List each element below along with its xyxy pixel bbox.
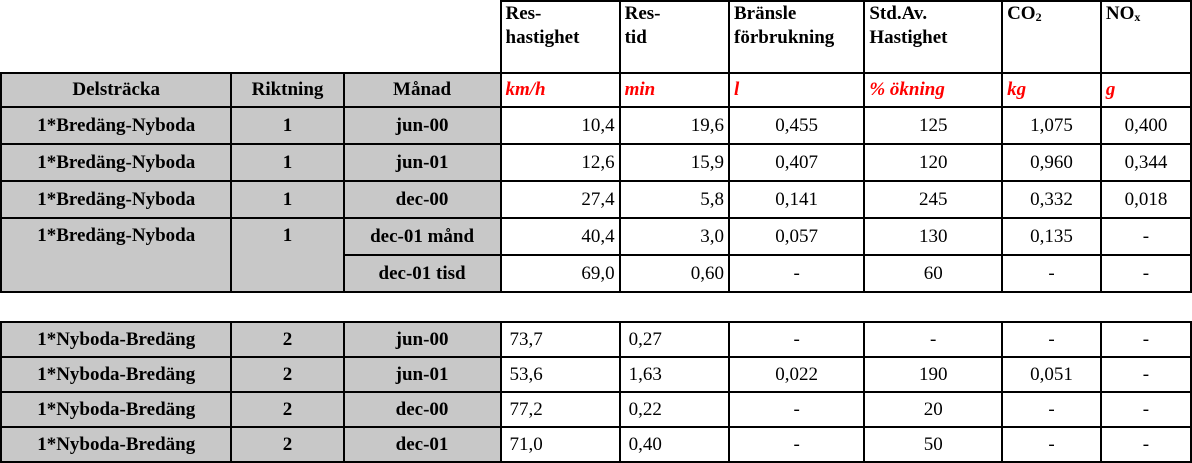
cell-time: 1,63 — [620, 357, 729, 392]
table-row — [1, 218, 1191, 255]
cell-co2: 0,960 — [1002, 144, 1101, 181]
cell-fuel: 0,141 — [729, 181, 864, 218]
cell-co2: 0,135 — [1002, 218, 1101, 255]
cell-co2: 0,332 — [1002, 181, 1101, 218]
cell-riktning: 1 — [231, 218, 343, 292]
table-row — [1, 392, 1191, 427]
header-res-tid-line1: Res- — [624, 3, 661, 24]
cell-speed: 73,7 — [501, 322, 620, 357]
cell-delstracka: 1*Nyboda-Bredäng — [1, 357, 231, 392]
cell-nox: 0,400 — [1101, 107, 1191, 144]
cell-delstracka: 1*Nyboda-Bredäng — [1, 427, 231, 462]
cell-riktning: 2 — [231, 427, 343, 462]
header-blank — [1, 1, 501, 73]
cell-nox: - — [1101, 255, 1191, 292]
label-delstracka: Delsträcka — [1, 73, 231, 107]
cell-riktning: 1 — [231, 144, 343, 181]
header-res-tid-line2: tid — [624, 27, 647, 48]
cell-manad: dec-00 — [344, 181, 501, 218]
cell-fuel: - — [729, 392, 864, 427]
label-row — [1, 73, 1191, 107]
cell-nox: - — [1101, 427, 1191, 462]
cell-fuel: 0,455 — [729, 107, 864, 144]
table-row — [1, 427, 1191, 462]
header-row — [1, 1, 1191, 73]
header-bransle-line1: Bränsle — [734, 3, 797, 24]
cell-std: - — [864, 322, 1002, 357]
cell-manad: jun-01 — [344, 357, 501, 392]
cell-nox: - — [1101, 322, 1191, 357]
cell-delstracka: 1*Bredäng-Nyboda — [1, 218, 231, 292]
spacer-cell — [1, 292, 1191, 322]
cell-time: 19,6 — [620, 107, 729, 144]
table-row — [1, 357, 1191, 392]
table-row — [1, 144, 1191, 181]
cell-time: 3,0 — [620, 218, 729, 255]
header-res-hastighet-line2: hastighet — [505, 27, 580, 48]
cell-fuel: 0,057 — [729, 218, 864, 255]
cell-speed: 12,6 — [501, 144, 620, 181]
header-res-hastighet — [501, 1, 620, 73]
cell-time: 0,27 — [620, 322, 729, 357]
cell-time: 0,60 — [620, 255, 729, 292]
cell-speed: 69,0 — [501, 255, 620, 292]
cell-co2: - — [1002, 392, 1101, 427]
cell-nox: - — [1101, 218, 1191, 255]
cell-manad: dec-01 månd — [344, 218, 501, 255]
cell-std: 130 — [864, 218, 1002, 255]
header-bransle-line2: förbrukning — [734, 27, 835, 48]
header-co2-sub: 2 — [1035, 10, 1042, 24]
cell-delstracka: 1*Bredäng-Nyboda — [1, 181, 231, 218]
header-nox-sub: x — [1134, 10, 1141, 24]
cell-riktning: 1 — [231, 107, 343, 144]
cell-nox: - — [1101, 357, 1191, 392]
header-std-av — [864, 1, 1002, 73]
cell-manad: dec-00 — [344, 392, 501, 427]
cell-speed: 53,6 — [501, 357, 620, 392]
unit-time: min — [620, 73, 729, 107]
cell-fuel: - — [729, 255, 864, 292]
table-row — [1, 322, 1191, 357]
header-std-av-line1: Std.Av. — [869, 3, 928, 24]
cell-time: 0,40 — [620, 427, 729, 462]
cell-delstracka: 1*Nyboda-Bredäng — [1, 392, 231, 427]
cell-co2: 1,075 — [1002, 107, 1101, 144]
cell-riktning: 1 — [231, 181, 343, 218]
header-std-av-line2: Hastighet — [869, 27, 948, 48]
unit-speed: km/h — [501, 73, 620, 107]
cell-riktning: 2 — [231, 392, 343, 427]
cell-co2: - — [1002, 322, 1101, 357]
cell-speed: 71,0 — [501, 427, 620, 462]
cell-co2: 0,051 — [1002, 357, 1101, 392]
cell-delstracka: 1*Nyboda-Bredäng — [1, 322, 231, 357]
cell-manad: jun-00 — [344, 322, 501, 357]
cell-speed: 10,4 — [501, 107, 620, 144]
unit-nox: g — [1101, 73, 1191, 107]
header-res-hastighet-line1: Res- — [505, 3, 542, 24]
cell-nox: - — [1101, 392, 1191, 427]
cell-nox: 0,344 — [1101, 144, 1191, 181]
cell-co2: - — [1002, 427, 1101, 462]
unit-std: % ökning — [864, 73, 1002, 107]
cell-time: 0,22 — [620, 392, 729, 427]
cell-std: 190 — [864, 357, 1002, 392]
cell-delstracka: 1*Bredäng-Nyboda — [1, 144, 231, 181]
table-row — [1, 181, 1191, 218]
header-nox-main: NO — [1105, 3, 1135, 24]
cell-std: 50 — [864, 427, 1002, 462]
unit-co2: kg — [1002, 73, 1101, 107]
cell-manad: dec-01 tisd — [344, 255, 501, 292]
cell-riktning: 2 — [231, 322, 343, 357]
cell-delstracka: 1*Bredäng-Nyboda — [1, 107, 231, 144]
cell-manad: dec-01 — [344, 427, 501, 462]
cell-manad: jun-00 — [344, 107, 501, 144]
cell-fuel: - — [729, 427, 864, 462]
cell-time: 15,9 — [620, 144, 729, 181]
table-row — [1, 107, 1191, 144]
header-bransle — [729, 1, 864, 73]
header-co2 — [1002, 1, 1101, 73]
cell-std: 125 — [864, 107, 1002, 144]
header-co2-main: CO — [1007, 3, 1036, 24]
cell-co2: - — [1002, 255, 1101, 292]
cell-std: 60 — [864, 255, 1002, 292]
spacer-row — [1, 292, 1191, 322]
header-res-tid — [620, 1, 729, 73]
header-nox — [1101, 1, 1191, 73]
label-riktning: Riktning — [231, 73, 343, 107]
cell-manad: jun-01 — [344, 144, 501, 181]
cell-nox: 0,018 — [1101, 181, 1191, 218]
cell-riktning: 2 — [231, 357, 343, 392]
cell-fuel: 0,407 — [729, 144, 864, 181]
cell-std: 245 — [864, 181, 1002, 218]
cell-std: 120 — [864, 144, 1002, 181]
label-manad: Månad — [344, 73, 501, 107]
cell-std: 20 — [864, 392, 1002, 427]
unit-fuel: l — [729, 73, 864, 107]
cell-speed: 40,4 — [501, 218, 620, 255]
cell-speed: 77,2 — [501, 392, 620, 427]
cell-speed: 27,4 — [501, 181, 620, 218]
cell-fuel: 0,022 — [729, 357, 864, 392]
cell-time: 5,8 — [620, 181, 729, 218]
cell-fuel: - — [729, 322, 864, 357]
